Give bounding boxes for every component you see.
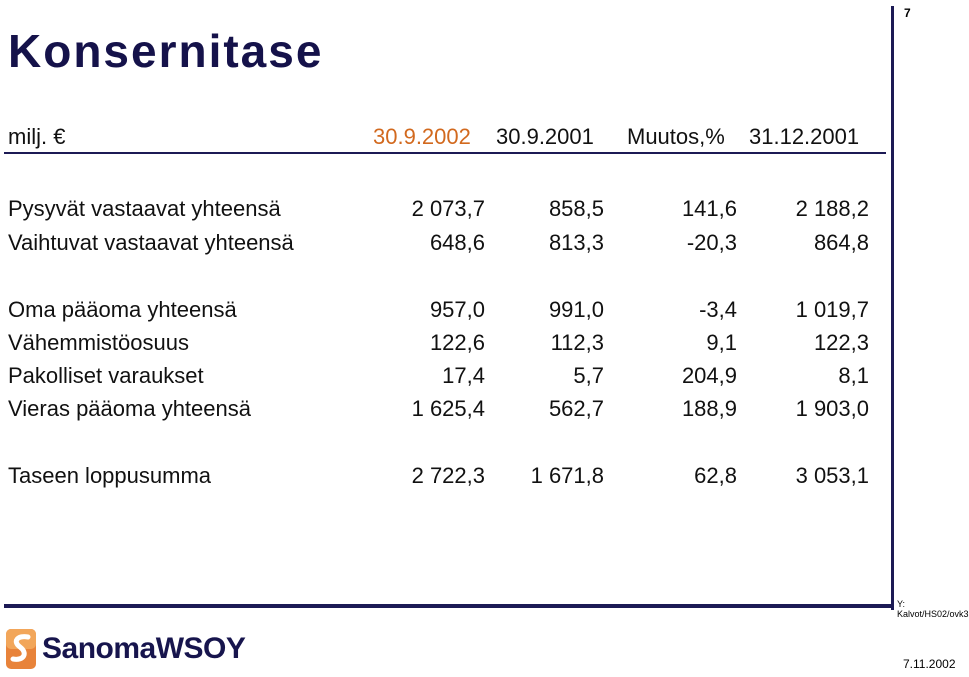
footer-path: Y: Kalvot/HS02/ovk3: [897, 599, 969, 619]
header-underline: [4, 152, 886, 154]
cell-2002: 17,4: [442, 363, 485, 388]
cell-year-end: 3 053,1: [795, 463, 869, 488]
row-label: Pakolliset varaukset: [8, 363, 204, 388]
cell-2001: 1 671,8: [530, 463, 604, 488]
page-title: Konsernitase: [8, 25, 324, 77]
cell-change: 204,9: [681, 363, 737, 388]
cell-2001: 858,5: [548, 196, 604, 221]
cell-2002: 648,6: [429, 230, 485, 255]
cell-year-end: 1 019,7: [795, 297, 869, 322]
cell-year-end: 1 903,0: [795, 396, 869, 421]
cell-change: 188,9: [681, 396, 737, 421]
row-label: Oma pääoma yhteensä: [8, 297, 237, 322]
cell-2002: 2 722,3: [411, 463, 485, 488]
logo-text: SanomaWSOY: [42, 632, 246, 665]
cell-2001: 5,7: [573, 363, 604, 388]
cell-2002: 1 625,4: [411, 396, 485, 421]
col-header-change: Muutos,%: [627, 124, 725, 149]
col-header-2001: 30.9.2001: [496, 124, 594, 149]
cell-change: -3,4: [699, 297, 737, 322]
cell-change: 9,1: [706, 330, 737, 355]
cell-year-end: 864,8: [813, 230, 869, 255]
cell-change: 141,6: [681, 196, 737, 221]
col-header-2002: 30.9.2002: [373, 124, 471, 149]
row-label: Vaihtuvat vastaavat yhteensä: [8, 230, 294, 255]
cell-2001: 562,7: [548, 396, 604, 421]
vertical-rule: [891, 6, 894, 610]
cell-2001: 991,0: [548, 297, 604, 322]
cell-2002: 122,6: [429, 330, 485, 355]
horizontal-rule: [4, 604, 894, 608]
row-label: Vähemmistöosuus: [8, 330, 189, 355]
cell-change: -20,3: [686, 230, 737, 255]
unit-header: milj. €: [8, 124, 66, 149]
page-number: 7: [904, 6, 911, 20]
cell-year-end: 8,1: [838, 363, 869, 388]
cell-year-end: 122,3: [813, 330, 869, 355]
row-label: Vieras pääoma yhteensä: [8, 396, 251, 421]
footer-date: 7.11.2002: [903, 657, 956, 671]
cell-2001: 813,3: [548, 230, 604, 255]
col-header-year-end: 31.12.2001: [749, 124, 860, 149]
company-logo: [4, 626, 245, 672]
row-label: Pysyvät vastaavat yhteensä: [8, 196, 281, 221]
cell-change: 62,8: [694, 463, 737, 488]
row-label: Taseen loppusumma: [8, 463, 212, 488]
cell-2002: 957,0: [429, 297, 485, 322]
cell-2001: 112,3: [550, 330, 604, 355]
cell-year-end: 2 188,2: [795, 196, 869, 221]
cell-2002: 2 073,7: [411, 196, 485, 221]
sanoma-logo-icon: [4, 627, 38, 671]
